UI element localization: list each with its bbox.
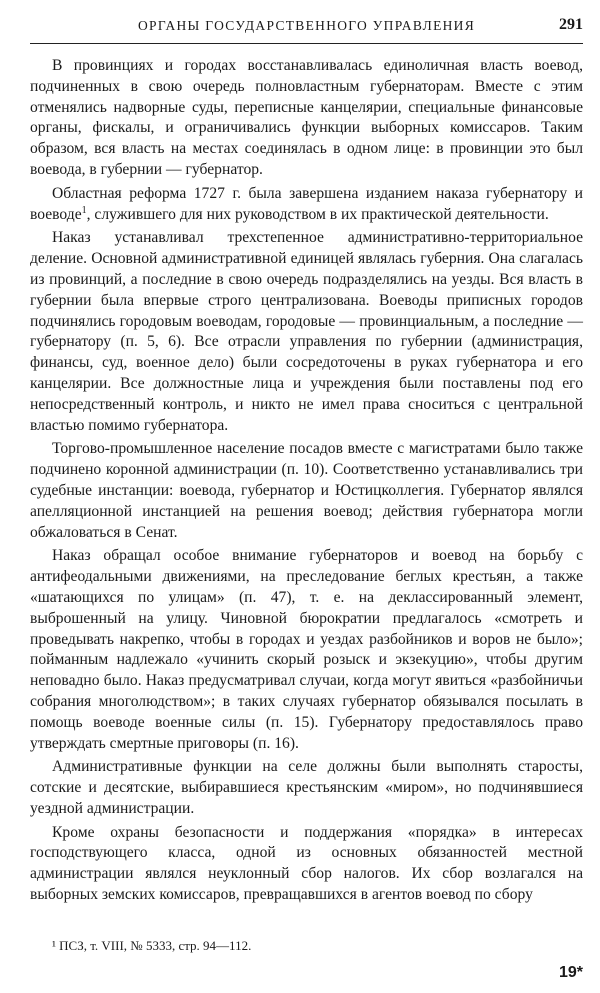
paragraph: Наказ обращал особое внимание губернаторов и воевод на борьбу с антифеодальными движениями, на преследование беглых крестьян, а также «шатающихся по улицам» (п. 47), т. е. на деклассированный элемент, выброшенный на улицу. Чиновной бюрократии предлагалось «смотреть и проведывать накрепко, чтобы в городах и уездах разбойников и воров не было»; пойманным надлежало «учинить скорый розыск и экзекуцию», чтобы другим неповадно было. Наказ предусматривал случаи, когда могут явиться «разбойничьи собрания многолюдством»; в таких случаях губернатор обязывался посылать в помощь воеводе военные силы (п. 15). Губернатору предоставлялось право утверждать смертные приговоры (п. 16).: [30, 547, 583, 752]
page-number: 291: [559, 16, 583, 33]
paragraph: Наказ устанавливал трехстепенное административно-территориальное деление. Основной административной единицей являлась губерния. Она слагалась из провинций, а последние в свою очередь подразделялись на уезды. Вся власть в губернии была впервые строго централизована. Воеводы приписных городов подчинялись городовым воеводам, городовые — провинциальным, а последние — губернатору (п. 5, 6). Все отрасли управления по губернии (администрация, финансы, суд, военное дело) были сосредоточены в руках губернатора и его канцелярии. Все должностные лица и учреждения были поставлены под его непосредственный контроль, и никто не имел права сноситься с центральной властью помимо губернатора.: [30, 229, 583, 434]
printer-signature: 19*: [558, 964, 583, 981]
paragraph: Кроме охраны безопасности и поддержания «порядка» в интересах господствующего класса, одной из основных обязанностей местной администрации являлся неуклонный сбор налогов. Их сбор возлагался на выборных земских комиссаров, превращавшихся в агентов воевод по сбору: [30, 823, 583, 904]
running-title: ОРГАНЫ ГОСУДАРСТВЕННОГО УПРАВЛЕНИЯ: [137, 18, 476, 33]
paragraph: В провинциях и городах восстанавливалась единоличная власть воевод, подчиненных в свою очередь полновластным губернаторам. Вместе с этим отменялись надворные суды, переписные канцелярии, специальные финансовые органы, фискалы, и ограничивались функции выборных комиссаров. Таким образом, вся власть на местах соединялась в одном лице: в провинции это был воевода, в губернии — губернатор.: [30, 57, 583, 178]
footnote: ¹ ПСЗ, т. VIII, № 5333, стр. 94—112.: [52, 938, 252, 953]
header-rule: [30, 43, 583, 44]
paragraph-text: Областная реформа 1727 г. была завершена изданием наказа губернатору и воеводе: [30, 184, 583, 223]
paragraph: Административные функции на селе должны были выполнять старосты, сотские и десятские, выбиравшиеся крестьянским «миром», но подчинявшиеся уездной администрации.: [30, 758, 583, 817]
paragraph: Торгово-промышленное население посадов вместе с магистратами было также подчинено коронной администрации (п. 10). Соответственно устанавливались три судебные инстанции: воевода, губернатор и Юстицколлегия. Губернатор являлся апелляционной инстанцией на решения воевод; действия губернатора могли обжаловаться в Сенат.: [30, 440, 583, 541]
paragraph-text: , служившего для них руководством в их практической деятельности.: [86, 205, 549, 223]
footnote-mark: 1: [81, 204, 87, 216]
page-header: [30, 14, 583, 40]
body-text: [30, 56, 583, 909]
paragraph: [30, 184, 583, 226]
